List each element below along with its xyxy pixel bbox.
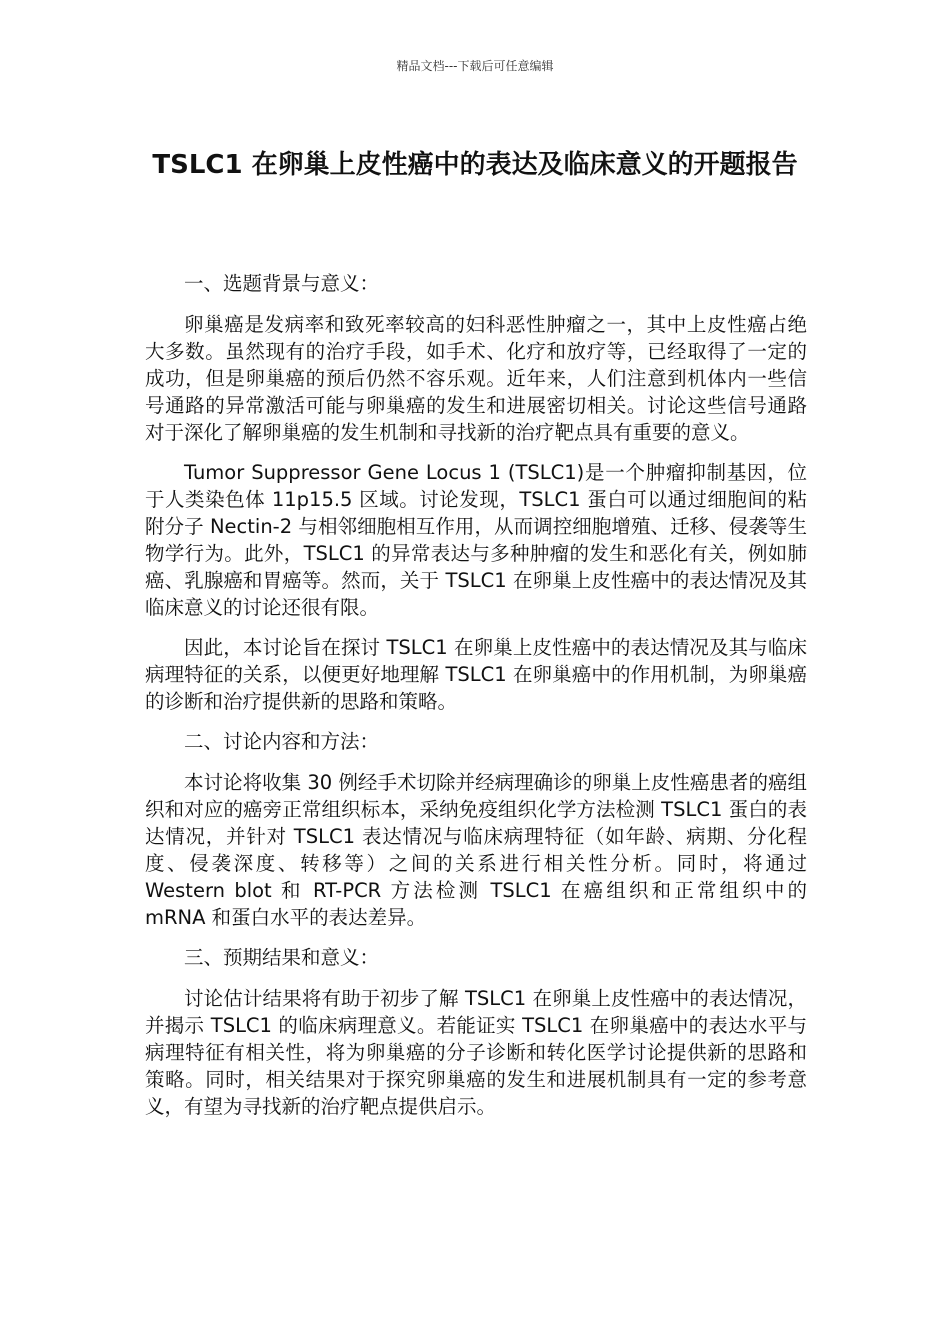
section-heading-background: 一、选题背景与意义： — [184, 272, 380, 295]
document-body — [145, 270, 807, 1133]
section-heading-methods: 二、讨论内容和方法： — [184, 730, 380, 753]
paragraph-background-1: 卵巢癌是发病率和致死率较高的妇科恶性肿瘤之一，其中上皮性癌占绝大多数。虽然现有的治疗手段，如手术、化疗和放疗等，已经取得了一定的成功，但是卵巢癌的预后仍然不容乐观。近年来，人们注意到机体内一些信号通路的异常激活可能与卵巢癌的发生和进展密切相关。讨论这些信号通路对于深化了解卵巢癌的发生机制和寻找新的治疗靶点具有重要的意义。 — [145, 313, 807, 444]
page-header-note: 精品文档---下载后可任意编辑 — [396, 59, 554, 73]
paragraph-methods-1: 本讨论将收集 30 例经手术切除并经病理确诊的卵巢上皮性癌患者的癌组织和对应的癌旁正常组织标本，采纳免疫组织化学方法检测 TSLC1 蛋白的表达情况，并针对 TSLC1 表达情况与临床病理特征（如年龄、病期、分化程度、侵袭深度、转移等）之间的关系进行相关性分析。同时，将通过 Western blot 和 RT-PCR 方法检测 TSLC1 在癌组织和正常组织中的 mRNA 和蛋白水平的表达差异。 — [145, 771, 807, 929]
document-title: TSLC1 在卵巢上皮性癌中的表达及临床意义的开题报告 — [152, 150, 798, 180]
paragraph-background-3: 因此，本讨论旨在探讨 TSLC1 在卵巢上皮性癌中的表达情况及其与临床病理特征的关系，以便更好地理解 TSLC1 在卵巢癌中的作用机制，为卵巢癌的诊断和治疗提供新的思路和策略。 — [145, 636, 807, 713]
paragraph-expected-results-1: 讨论估计结果将有助于初步了解 TSLC1 在卵巢上皮性癌中的表达情况，并揭示 TSLC1 的临床病理意义。若能证实 TSLC1 在卵巢癌中的表达水平与病理特征有相关性，将为卵巢癌的分子诊断和转化医学讨论提供新的思路和策略。同时，相关结果对于探究卵巢癌的发生和进展机制具有一定的参考意义，有望为寻找新的治疗靶点提供启示。 — [145, 987, 807, 1118]
paragraph-background-2: Tumor Suppressor Gene Locus 1 (TSLC1)是一个肿瘤抑制基因，位于人类染色体 11p15.5 区域。讨论发现，TSLC1 蛋白可以通过细胞间的粘附分子 Nectin-2 与相邻细胞相互作用，从而调控细胞增殖、迁移、侵袭等生物学行为。此外，TSLC1 的异常表达与多种肿瘤的发生和恶化有关，例如肺癌、乳腺癌和胃癌等。然而，关于 TSLC1 在卵巢上皮性癌中的表达情况及其临床意义的讨论还很有限。 — [145, 461, 807, 619]
section-heading-expected-results: 三、预期结果和意义： — [184, 946, 380, 969]
